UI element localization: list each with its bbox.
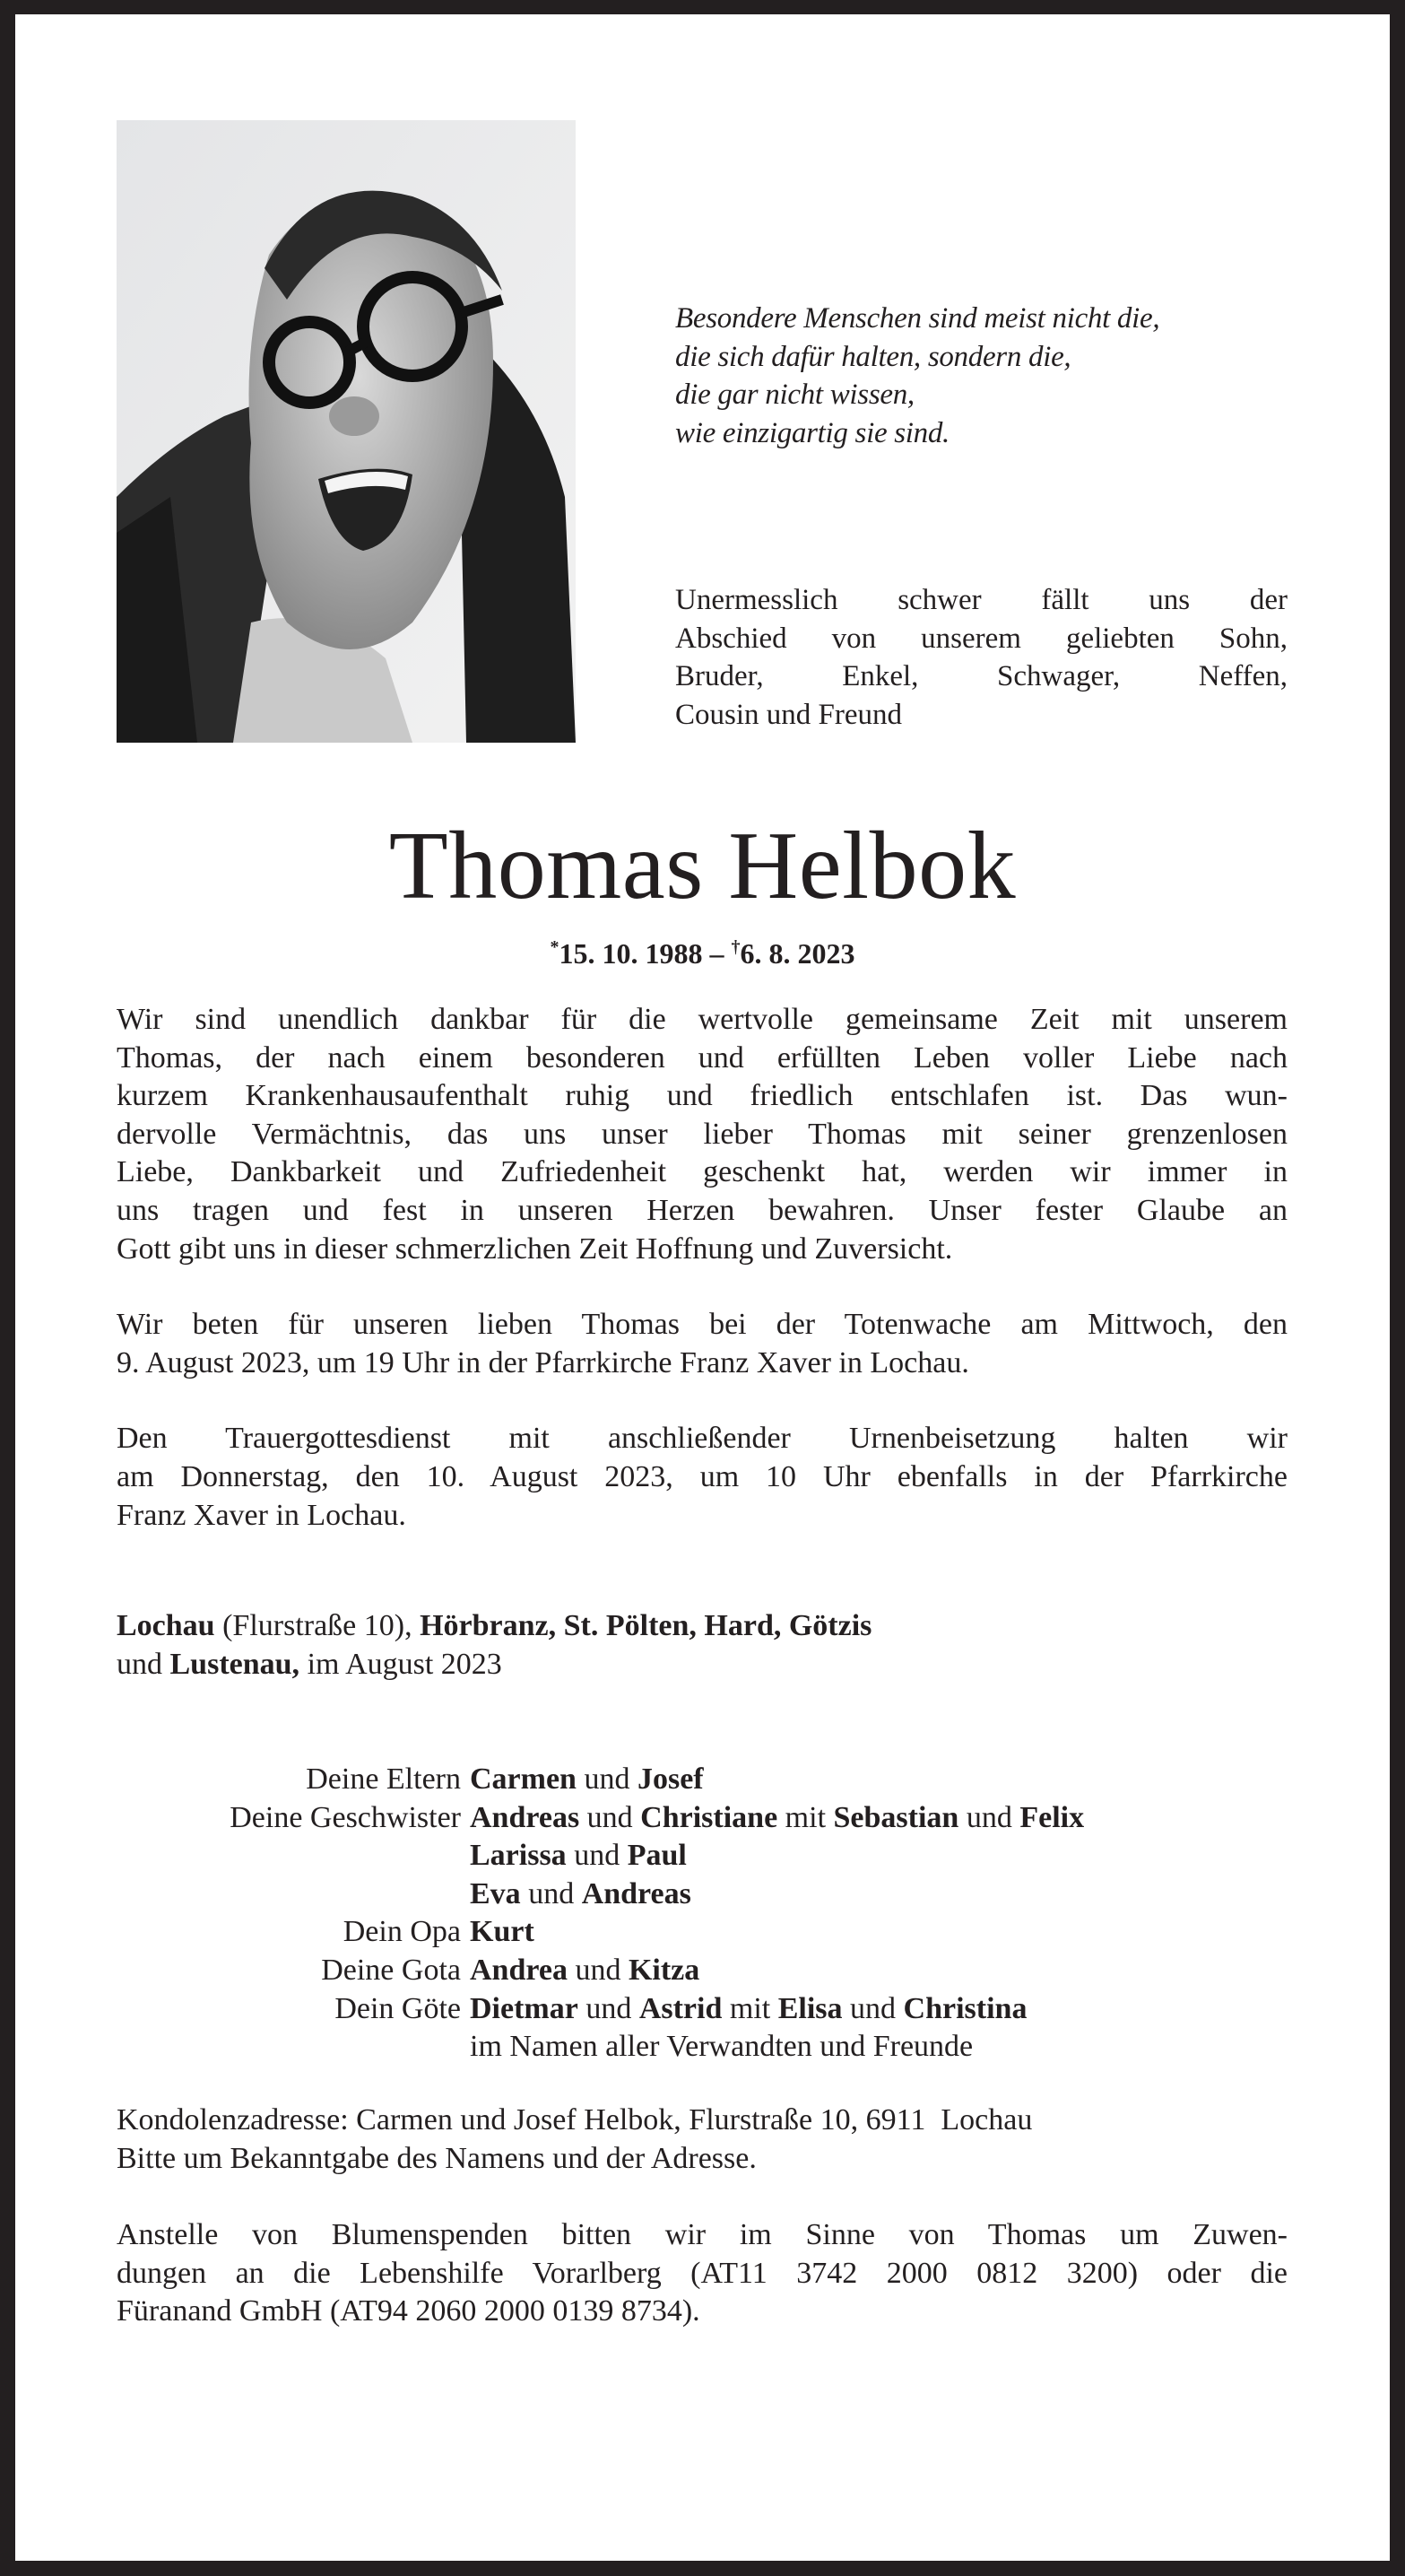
mourner-name: Andreas [470,1800,580,1834]
mourner-name: Kitza [628,1953,700,1987]
body-line: Franz Xaver in Lochau. [117,1498,406,1532]
body-line: Den Trauergottesdienst mit anschließender Urnenbeisetzung halten wir [117,1422,1288,1456]
mourner-name: Astrid [638,1991,723,2025]
mourner-names [470,1990,1027,2029]
relation-label [117,1875,470,1914]
intro-line: Bruder, Enkel, Schwager, Neffen, [675,660,1288,692]
quote-line: die sich dafür halten, sondern die, [675,340,1071,373]
farewell-intro [675,581,1288,734]
death-date: 6. 8. 2023 [740,937,855,970]
relation-label: Deine Eltern [306,1762,461,1796]
mourner-name: Josef [637,1762,704,1796]
condolence-note: Bitte um Bekanntgabe des Namens und der Adresse. [117,2141,757,2175]
quote-line: wie einzigartig sie sind. [675,416,950,449]
body-line: am Donnerstag, den 10. August 2023, um 10 Uhr ebenfalls in der Pfarrkirche [117,1459,1288,1493]
obituary-page [15,14,1390,2561]
donation-line: Anstelle von Blumenspenden bitten wir im Sinne von Thomas um Zuwen- [117,2218,1288,2251]
mourner-row [117,1990,1300,2029]
relation-label [117,2028,470,2067]
mourner-name: Paul [627,1839,687,1873]
mourner-row [117,1761,1300,1799]
mourner-names [470,1913,534,1952]
connector-text: und [567,1953,629,1987]
address-text: (Flurstraße 10), [214,1609,421,1642]
death-symbol: † [731,937,741,957]
places-list: Hörbranz, St. Pölten, Hard, Götzis [420,1609,872,1642]
mourner-row [117,1913,1300,1952]
body-line: 9. August 2023, um 19 Uhr in der Pfarrkirche Franz Xaver in Lochau. [117,1345,969,1379]
mourner-names [470,1837,687,1875]
body-line: Thomas, der nach einem besonderen und erfüllten Leben voller Liebe nach [117,1040,1288,1075]
connector-text: und [579,1800,641,1834]
mourner-names [470,1761,704,1799]
relation-label: Deine Geschwister [230,1800,461,1834]
mourner-name: Elisa [777,1991,843,2025]
donation-request [117,2216,1288,2331]
place-lustenau: Lustenau, [169,1647,300,1681]
mourner-row [117,1799,1300,1838]
mourner-row [117,1837,1300,1875]
mourner-names [470,1875,691,1914]
month-year: im August 2023 [299,1647,502,1681]
gratitude-paragraph [117,1001,1288,1268]
body-line: Liebe, Dankbarkeit und Zufriedenheit geschenkt hat, werden wir immer in [117,1155,1288,1189]
mourner-name: Dietmar [470,1991,578,2025]
donation-line: dungen an die Lebenshilfe Vorarlberg (AT11 3742 2000 0812 3200) oder die [117,2256,1288,2290]
intro-line: Abschied von unserem geliebten Sohn, [675,622,1288,655]
body-line: Wir beten für unseren lieben Thomas bei der Totenwache am Mittwoch, den [117,1308,1288,1342]
body-line: Gott gibt uns in dieser schmerzlichen Zeit Hoffnung und Zuversicht. [117,1231,953,1266]
obituary-body [117,1001,1288,1572]
relation-label [117,1837,470,1875]
places-line-2 [117,1646,1288,1684]
mourner-names [470,2028,973,2067]
mourner-row [117,2028,1300,2067]
life-dates [15,925,1390,976]
portrait-photo [117,120,576,743]
deceased-name: Thomas Helbok [388,813,1017,919]
memorial-quote [675,300,1303,452]
connector-text: und [842,1991,904,2025]
vigil-paragraph [117,1306,1288,1382]
connector-text: und [520,1876,582,1910]
mourner-name: Kurt [470,1915,534,1949]
body-line: Wir sind unendlich dankbar für die wertvolle gemeinsame Zeit mit unserem [117,1003,1288,1036]
mourner-name: Eva [470,1876,521,1910]
mourner-name: Andreas [581,1876,691,1910]
places-line-1 [117,1607,1288,1646]
funeral-paragraph [117,1420,1288,1535]
quote-line: die gar nicht wissen, [675,379,915,411]
quote-line: Besondere Menschen sind meist nicht die, [675,302,1160,335]
mourner-name: Carmen [470,1762,577,1796]
connector-text: und [577,1991,639,2025]
mourner-name: Christina [903,1991,1028,2025]
connector-text: mit [722,1991,778,2025]
intro-line: Cousin und Freund [675,698,903,731]
place-lochau: Lochau [117,1609,215,1642]
mourner-names [470,1799,1084,1838]
connector-text: und [576,1762,637,1796]
connector-text: und [958,1800,1020,1834]
body-line: uns tragen und fest in unseren Herzen bewahren. Unser fester Glaube an [117,1193,1288,1227]
birth-date: 15. 10. 1988 [559,937,703,970]
donation-line: Füranand GmbH (AT94 2060 2000 0139 8734). [117,2294,700,2328]
mourner-name: Andrea [470,1953,568,1987]
connector-text: im Namen aller Verwandten und Freunde [470,2030,974,2064]
connector-text: mit [777,1800,834,1834]
body-line: dervolle Vermächtnis, das uns unser lieber Thomas mit seiner grenzenlosen [117,1117,1288,1151]
mourner-names [470,1952,699,1990]
places-and-date [117,1607,1288,1684]
connector-text: und [566,1839,628,1873]
relation-label: Deine Gota [321,1953,461,1987]
mourner-name: Christiane [640,1800,778,1834]
condolence-address [117,2102,1288,2178]
connector-text: und [117,1647,170,1681]
portrait-image [117,120,576,743]
mourner-row [117,1875,1300,1914]
date-separator: – [702,937,732,970]
relation-label: Dein Opa [343,1915,461,1949]
mourner-name: Sebastian [833,1800,959,1834]
birth-symbol: * [550,937,559,957]
mourner-name: Felix [1019,1800,1085,1834]
relation-label: Dein Göte [334,1991,461,2025]
body-line: kurzem Krankenhausaufenthalt ruhig und friedlich entschlafen ist. Das wun- [117,1079,1288,1113]
mourner-row [117,1952,1300,1990]
mourner-name: Larissa [470,1839,567,1873]
mourners-list [117,1761,1300,2067]
condolence-line: Kondolenzadresse: Carmen und Josef Helbok, Flurstraße 10, 6911 Lochau [117,2103,1033,2137]
intro-line: Unermesslich schwer fällt uns der [675,584,1288,616]
